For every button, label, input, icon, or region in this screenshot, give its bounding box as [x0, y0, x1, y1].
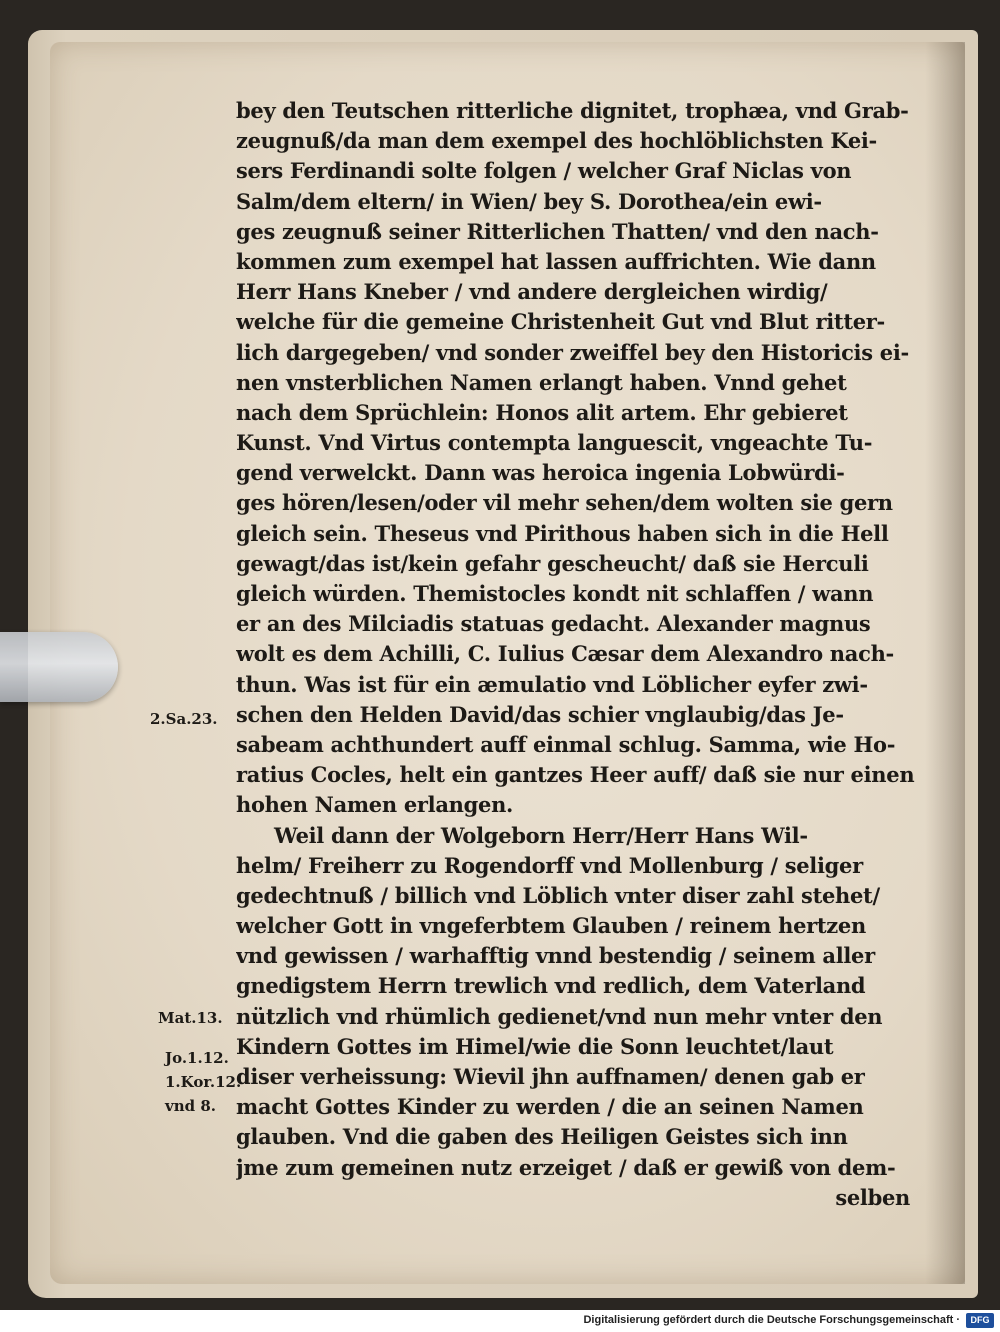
text-line: gleich sein. Theseus vnd Pirithous haben sich in die Hell	[236, 520, 889, 546]
text-line: bey den Teutschen ritterliche dignitet, trophæa, vnd Grab-	[236, 98, 909, 123]
margin-note-corinthians: 1.Kor.12.	[165, 1073, 242, 1091]
text-line: welche für die gemeine Christenheit Gut vnd Blut ritter-	[236, 309, 885, 335]
text-line: nützlich vnd rhümlich gedienet/vnd nun mehr vnter den	[236, 1003, 883, 1029]
margin-note-samuel: 2.Sa.23.	[150, 710, 218, 728]
text-line: vnd gewissen / warhafftig vnnd bestendig / seinem aller	[236, 943, 875, 969]
text-line: wolt es dem Achilli, C. Iulius Cæsar dem Alexandro nach-	[236, 641, 894, 667]
text-line: Salm/dem eltern/ in Wien/ bey S. Dorothea/ein ewi-	[236, 188, 822, 214]
text-line: gend verwelckt. Dann was heroica ingenia Lobwürdi-	[236, 460, 845, 486]
text-line: Herr Hans Kneber / vnd andere dergleichen wirdig/	[236, 279, 828, 305]
text-line: Kindern Gottes im Himel/wie die Sonn leuchtet/laut	[236, 1033, 834, 1059]
page-text	[236, 96, 926, 1213]
text-line: ratius Cocles, helt ein gantzes Heer auff/ daß sie nur einen	[236, 762, 915, 788]
text-line: thun. Was ist für ein æmulatio vnd Löblicher eyfer zwi-	[236, 671, 868, 697]
text-line: nach dem Sprüchlein: Honos alit artem. Ehr gebieret	[236, 399, 848, 425]
text-line: kommen zum exempel hat lassen auffrichten. Wie dann	[236, 248, 876, 274]
text-line: gewagt/das ist/kein gefahr gescheucht/ daß sie Herculi	[236, 550, 869, 576]
text-line: sers Ferdinandi solte folgen / welcher Graf Niclas von	[236, 158, 852, 184]
text-line: er an des Milciadis statuas gedacht. Alexander magnus	[236, 611, 871, 637]
text-line: sabeam achthundert auff einmal schlug. Samma, wie Ho-	[236, 731, 896, 757]
text-line: welcher Gott in vngeferbtem Glauben / reinem hertzen	[236, 913, 866, 939]
text-line: Kunst. Vnd Virtus contempta languescit, vngeachte Tu-	[236, 430, 873, 456]
spine-shadow	[925, 42, 965, 1284]
funding-credit: Digitalisierung gefördert durch die Deutsche Forschungsgemeinschaft ·	[583, 1314, 960, 1326]
dfg-logo[interactable]: DFG	[966, 1313, 994, 1328]
text-line: ges zeugnuß seiner Ritterlichen Thatten/ vnd den nach-	[236, 218, 879, 244]
page-clip	[0, 632, 118, 702]
footer-bar	[0, 1310, 1000, 1332]
text-line: schen den Helden David/das schier vnglaubig/das Je-	[236, 701, 844, 727]
catchword: selben	[835, 1184, 910, 1210]
text-line: lich dargegeben/ vnd sonder zweiffel bey den Historicis ei-	[236, 339, 909, 365]
text-line: nen vnsterblichen Namen erlangt haben. Vnnd gehet	[236, 369, 847, 395]
text-line: jme zum gemeinen nutz erzeiget / daß er gewiß von dem-	[236, 1154, 896, 1180]
margin-note-matthew: Mat.13.	[158, 1009, 223, 1027]
text-line: gnedigstem Herrn trewlich vnd redlich, dem Vaterland	[236, 973, 866, 999]
text-line: helm/ Freiherr zu Rogendorff vnd Mollenburg / seliger	[236, 852, 863, 878]
text-line: hohen Namen erlangen.	[236, 792, 514, 818]
text-line: macht Gottes Kinder zu werden / die an seinen Namen	[236, 1094, 864, 1120]
text-line: Weil dann der Wolgeborn Herr/Herr Hans Wil-	[274, 822, 808, 848]
margin-note-und: vnd 8.	[165, 1097, 216, 1115]
margin-note-john: Jo.1.12.	[165, 1049, 229, 1067]
text-line: gedechtnuß / billich vnd Löblich vnter diser zahl stehet/	[236, 882, 880, 908]
text-line: gleich würden. Themistocles kondt nit schlaffen / wann	[236, 581, 874, 606]
text-line: ges hören/lesen/oder vil mehr sehen/dem wolten sie gern	[236, 490, 893, 516]
text-line: glauben. Vnd die gaben des Heiligen Geistes sich inn	[236, 1124, 848, 1150]
text-line: zeugnuß/da man dem exempel des hochlöblichsten Kei-	[236, 128, 877, 154]
text-line: diser verheissung: Wievil jhn auffnamen/ denen gab er	[236, 1064, 865, 1089]
